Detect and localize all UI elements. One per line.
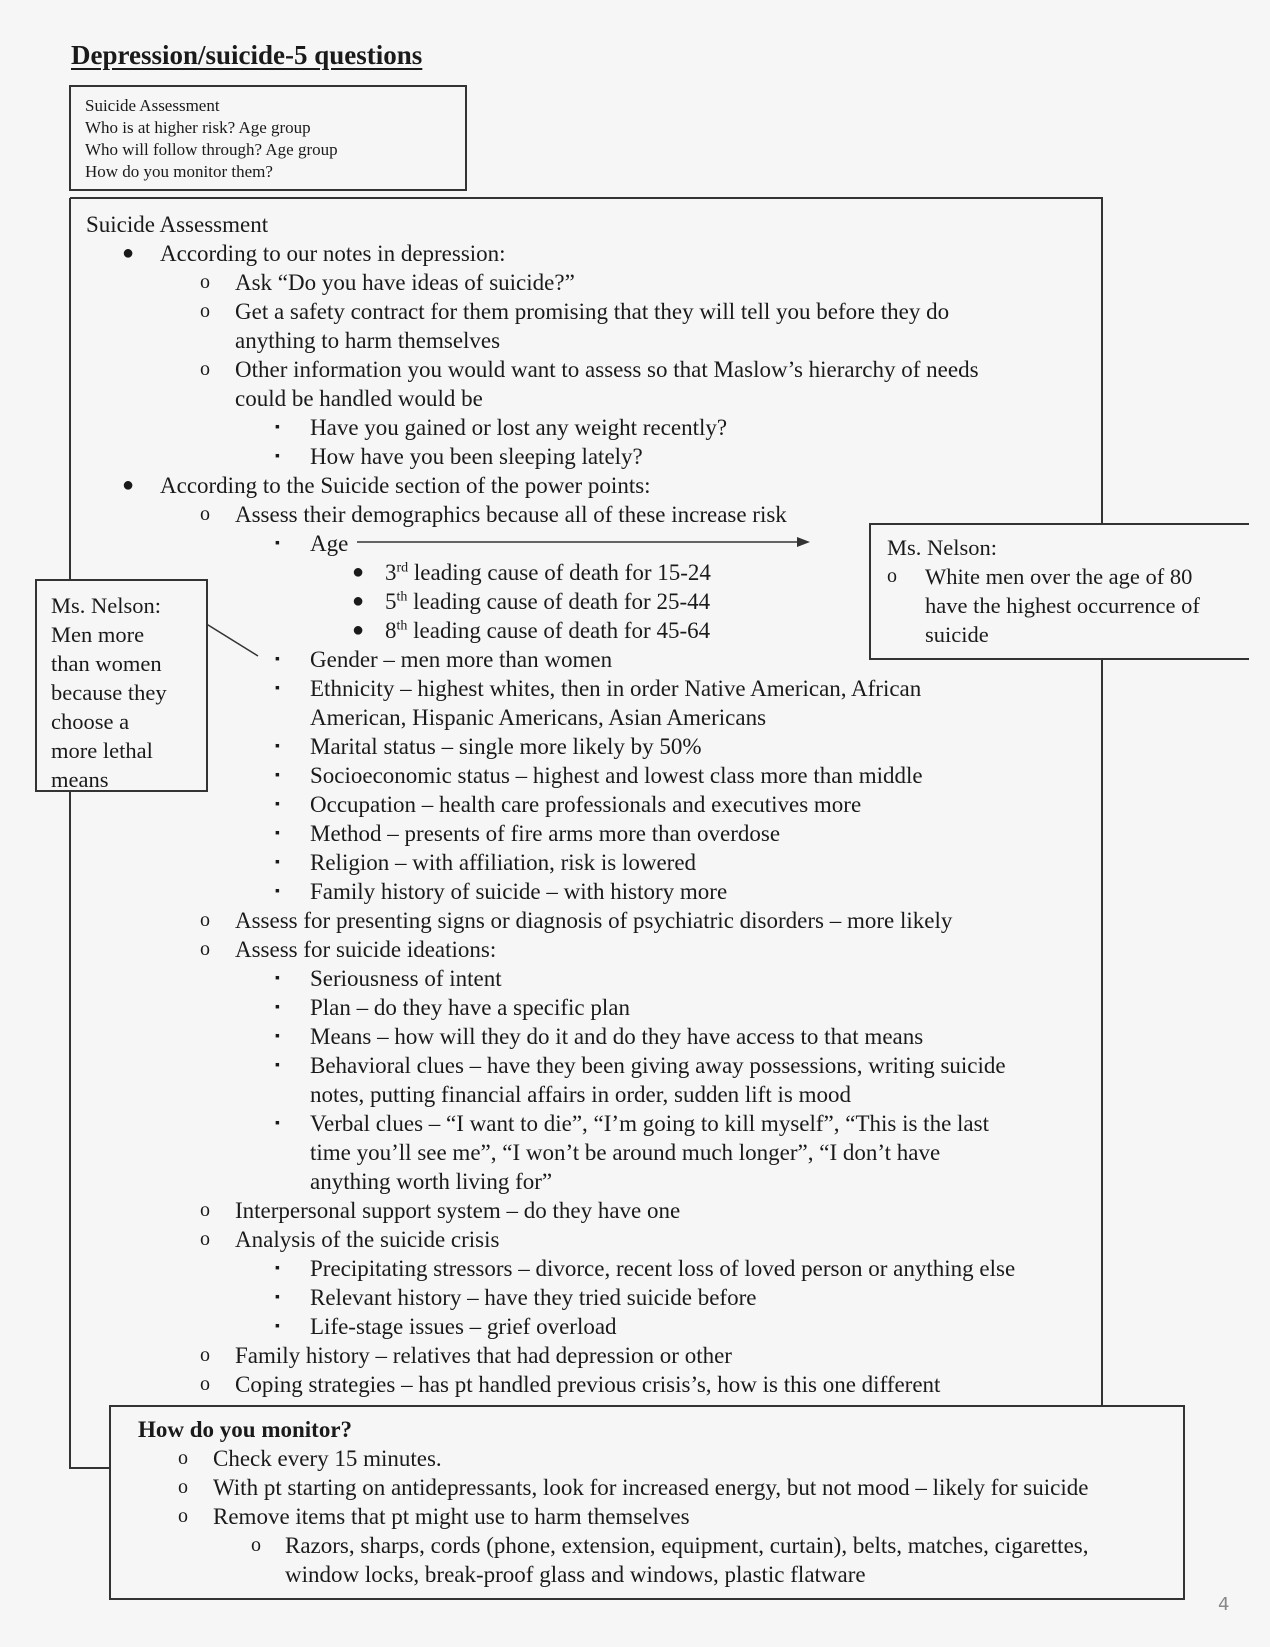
- list-item: [70, 761, 1100, 790]
- list-item: [70, 935, 1100, 964]
- item-text: leading cause of death for 25-44: [407, 589, 711, 614]
- item-text: Ask “Do you have ideas of suicide?”: [235, 270, 575, 295]
- item-text: Get a safety contract for them promising that they will tell you before they do: [235, 299, 950, 324]
- question-line: How do you monitor them?: [85, 162, 273, 181]
- item-text: Have you gained or lost any weight recently?: [310, 415, 728, 440]
- square-bullet-icon: ▪: [275, 681, 280, 696]
- note-line: White men over the age of 80: [925, 564, 1193, 589]
- item-text: Precipitating stressors – divorce, recent loss of loved person or anything else: [310, 1256, 1016, 1281]
- item-text: time you’ll see me”, “I won’t be around much longer”, “I don’t have: [310, 1140, 941, 1165]
- list-item: [121, 1502, 1088, 1531]
- square-bullet-icon: ▪: [275, 971, 280, 986]
- square-bullet-icon: ▪: [275, 1029, 280, 1044]
- item-text: Family history – relatives that had depression or other: [235, 1343, 732, 1368]
- item-text: Razors, sharps, cords (phone, extension, equipment, curtain), belts, matches, cigarettes,: [285, 1533, 1089, 1558]
- square-bullet-icon: ▪: [275, 855, 280, 870]
- ms-nelson-note-left: [35, 579, 208, 792]
- dot-bullet-icon: ●: [352, 619, 365, 641]
- list-item: [70, 877, 1100, 906]
- item-text: anything to harm themselves: [235, 328, 501, 353]
- list-item: [70, 1341, 1100, 1370]
- list-item: [70, 268, 1100, 297]
- item-text: Assess their demographics because all of these increase risk: [235, 502, 787, 527]
- ordinal-number: 5: [385, 589, 397, 614]
- note-line: suicide: [925, 622, 989, 647]
- note-heading: Ms. Nelson:: [51, 593, 162, 618]
- ordinal-suffix: rd: [396, 560, 409, 576]
- item-text: Behavioral clues – have they been giving away possessions, writing suicide: [310, 1053, 1006, 1078]
- list-item: [70, 239, 1100, 268]
- item-text: Assess for suicide ideations:: [235, 937, 497, 962]
- item-text: Analysis of the suicide crisis: [235, 1227, 500, 1252]
- ordinal-number: 3: [385, 560, 397, 585]
- note-line: than women: [51, 651, 162, 676]
- square-bullet-icon: ▪: [275, 1319, 280, 1334]
- item-text: Assess for presenting signs or diagnosis of psychiatric disorders – more likely: [235, 908, 953, 933]
- square-bullet-icon: ▪: [275, 1116, 280, 1131]
- list-item-continuation: [70, 1138, 1100, 1167]
- page-number: 4: [1218, 1594, 1230, 1615]
- item-text: Means – how will they do it and do they have access to that means: [310, 1024, 924, 1049]
- question-line: Suicide Assessment: [85, 96, 220, 115]
- item-text: Method – presents of fire arms more than overdose: [310, 821, 781, 846]
- item-text: Other information you would want to assess so that Maslow’s hierarchy of needs: [235, 357, 979, 382]
- list-item: [70, 1109, 1100, 1138]
- item-text: anything worth living for”: [310, 1169, 553, 1194]
- question-line: Who will follow through? Age group: [85, 140, 338, 159]
- item-text: Remove items that pt might use to harm themselves: [213, 1504, 690, 1529]
- square-bullet-icon: ▪: [275, 768, 280, 783]
- list-item-continuation: [70, 210, 1100, 239]
- note-line: because they: [51, 680, 167, 705]
- list-item: [70, 674, 1100, 703]
- item-text: With pt starting on antidepressants, look for increased energy, but not mood – likely for suicide: [213, 1475, 1089, 1500]
- list-item: [121, 1473, 1088, 1502]
- list-item: [121, 1531, 1088, 1560]
- list-item-continuation: [70, 326, 1100, 355]
- item-text: Plan – do they have a specific plan: [310, 995, 630, 1020]
- suicide-assessment-section: [70, 210, 1100, 1399]
- note-line: means: [51, 767, 109, 792]
- square-bullet-icon: ▪: [275, 1058, 280, 1073]
- list-item-continuation: [121, 1415, 1088, 1444]
- list-item: [121, 1444, 1088, 1473]
- item-text: American, Hispanic Americans, Asian Americans: [310, 705, 767, 730]
- list-item: [70, 1312, 1100, 1341]
- dot-bullet-icon: ●: [122, 242, 135, 264]
- list-item: [70, 1022, 1100, 1051]
- circle-bullet-icon: o: [251, 1534, 261, 1556]
- circle-bullet-icon: o: [200, 1373, 210, 1395]
- list-item: [70, 1283, 1100, 1312]
- list-item: [70, 819, 1100, 848]
- list-item: [70, 471, 1100, 500]
- list-item: [70, 906, 1100, 935]
- square-bullet-icon: ▪: [275, 1000, 280, 1015]
- item-text: According to the Suicide section of the power points:: [160, 473, 651, 498]
- list-item: [70, 964, 1100, 993]
- list-item: [70, 1051, 1100, 1080]
- square-bullet-icon: ▪: [275, 884, 280, 899]
- square-bullet-icon: ▪: [275, 536, 280, 551]
- item-text: According to our notes in depression:: [160, 241, 506, 266]
- item-text: window locks, break-proof glass and windows, plastic flatware: [285, 1562, 866, 1587]
- item-text: could be handled would be: [235, 386, 483, 411]
- ms-nelson-note-right: [869, 523, 1249, 660]
- item-text: How do you monitor?: [138, 1417, 353, 1442]
- list-item: [70, 1196, 1100, 1225]
- note-line: choose a: [51, 709, 130, 734]
- note-heading: Ms. Nelson:: [887, 535, 998, 560]
- item-text: Religion – with affiliation, risk is lowered: [310, 850, 697, 875]
- list-item: [70, 848, 1100, 877]
- list-item: [70, 355, 1100, 384]
- square-bullet-icon: ▪: [275, 1290, 280, 1305]
- ordinal-suffix: th: [396, 589, 408, 605]
- dot-bullet-icon: ●: [352, 590, 365, 612]
- list-item: [70, 790, 1100, 819]
- item-text: leading cause of death for 45-64: [407, 618, 711, 643]
- circle-bullet-icon: o: [200, 938, 210, 960]
- list-item-continuation: [121, 1560, 1088, 1589]
- circle-bullet-icon: o: [178, 1505, 188, 1527]
- list-item-continuation: [70, 703, 1100, 732]
- item-text: Relevant history – have they tried suicide before: [310, 1285, 757, 1310]
- item-text: leading cause of death for 15-24: [408, 560, 711, 585]
- circle-bullet-icon: o: [200, 271, 210, 293]
- list-item: [70, 1370, 1100, 1399]
- circle-bullet-icon: o: [200, 1344, 210, 1366]
- item-text: notes, putting financial affairs in order, sudden lift is mood: [310, 1082, 851, 1107]
- circle-bullet-icon: o: [200, 300, 210, 322]
- circle-bullet-icon: o: [200, 1199, 210, 1221]
- list-item: [70, 442, 1100, 471]
- ordinal-suffix: th: [396, 618, 408, 634]
- item-text: Coping strategies – has pt handled previous crisis’s, how is this one different: [235, 1372, 941, 1397]
- dot-bullet-icon: ●: [352, 561, 365, 583]
- list-item-continuation: [70, 384, 1100, 413]
- item-text: Ethnicity – highest whites, then in order Native American, African: [310, 676, 922, 701]
- item-text: Marital status – single more likely by 50%: [310, 734, 702, 759]
- circle-bullet-icon: o: [178, 1447, 188, 1469]
- dot-bullet-icon: ●: [122, 474, 135, 496]
- square-bullet-icon: ▪: [275, 826, 280, 841]
- item-text: Age: [310, 531, 349, 556]
- item-text: Family history of suicide – with history more: [310, 879, 728, 904]
- question-line: Who is at higher risk? Age group: [85, 118, 311, 137]
- list-item-continuation: [70, 1167, 1100, 1196]
- circle-bullet-icon: o: [178, 1476, 188, 1498]
- monitor-box: [109, 1405, 1185, 1600]
- item-text: Suicide Assessment: [86, 212, 269, 237]
- item-text: Check every 15 minutes.: [213, 1446, 442, 1471]
- item-text: Life-stage issues – grief overload: [310, 1314, 617, 1339]
- item-text: Occupation – health care professionals and executives more: [310, 792, 862, 817]
- note-line: have the highest occurrence of: [925, 593, 1200, 618]
- list-item-continuation: [70, 1080, 1100, 1109]
- circle-bullet-icon: o: [887, 565, 897, 587]
- circle-bullet-icon: o: [200, 358, 210, 380]
- list-item: [70, 993, 1100, 1022]
- list-item: [70, 1254, 1100, 1283]
- note-line: more lethal: [51, 738, 153, 763]
- circle-bullet-icon: o: [200, 909, 210, 931]
- list-item: [70, 1225, 1100, 1254]
- item-text: Socioeconomic status – highest and lowest class more than middle: [310, 763, 923, 788]
- list-item: [70, 732, 1100, 761]
- square-bullet-icon: ▪: [275, 797, 280, 812]
- item-text: How have you been sleeping lately?: [310, 444, 643, 469]
- ordinal-number: 8: [385, 618, 397, 643]
- page-title: Depression/suicide-5 questions: [71, 40, 423, 70]
- item-text: Verbal clues – “I want to die”, “I’m going to kill myself”, “This is the last: [310, 1111, 989, 1136]
- circle-bullet-icon: o: [200, 503, 210, 525]
- item-text: Seriousness of intent: [310, 966, 502, 991]
- square-bullet-icon: ▪: [275, 449, 280, 464]
- item-text: Gender – men more than women: [310, 647, 613, 672]
- square-bullet-icon: ▪: [275, 739, 280, 754]
- circle-bullet-icon: o: [200, 1228, 210, 1250]
- list-item: [70, 413, 1100, 442]
- square-bullet-icon: ▪: [275, 420, 280, 435]
- square-bullet-icon: ▪: [275, 1261, 280, 1276]
- list-item: [70, 297, 1100, 326]
- square-bullet-icon: ▪: [275, 652, 280, 667]
- item-text: Interpersonal support system – do they have one: [235, 1198, 681, 1223]
- note-line: Men more: [51, 622, 145, 647]
